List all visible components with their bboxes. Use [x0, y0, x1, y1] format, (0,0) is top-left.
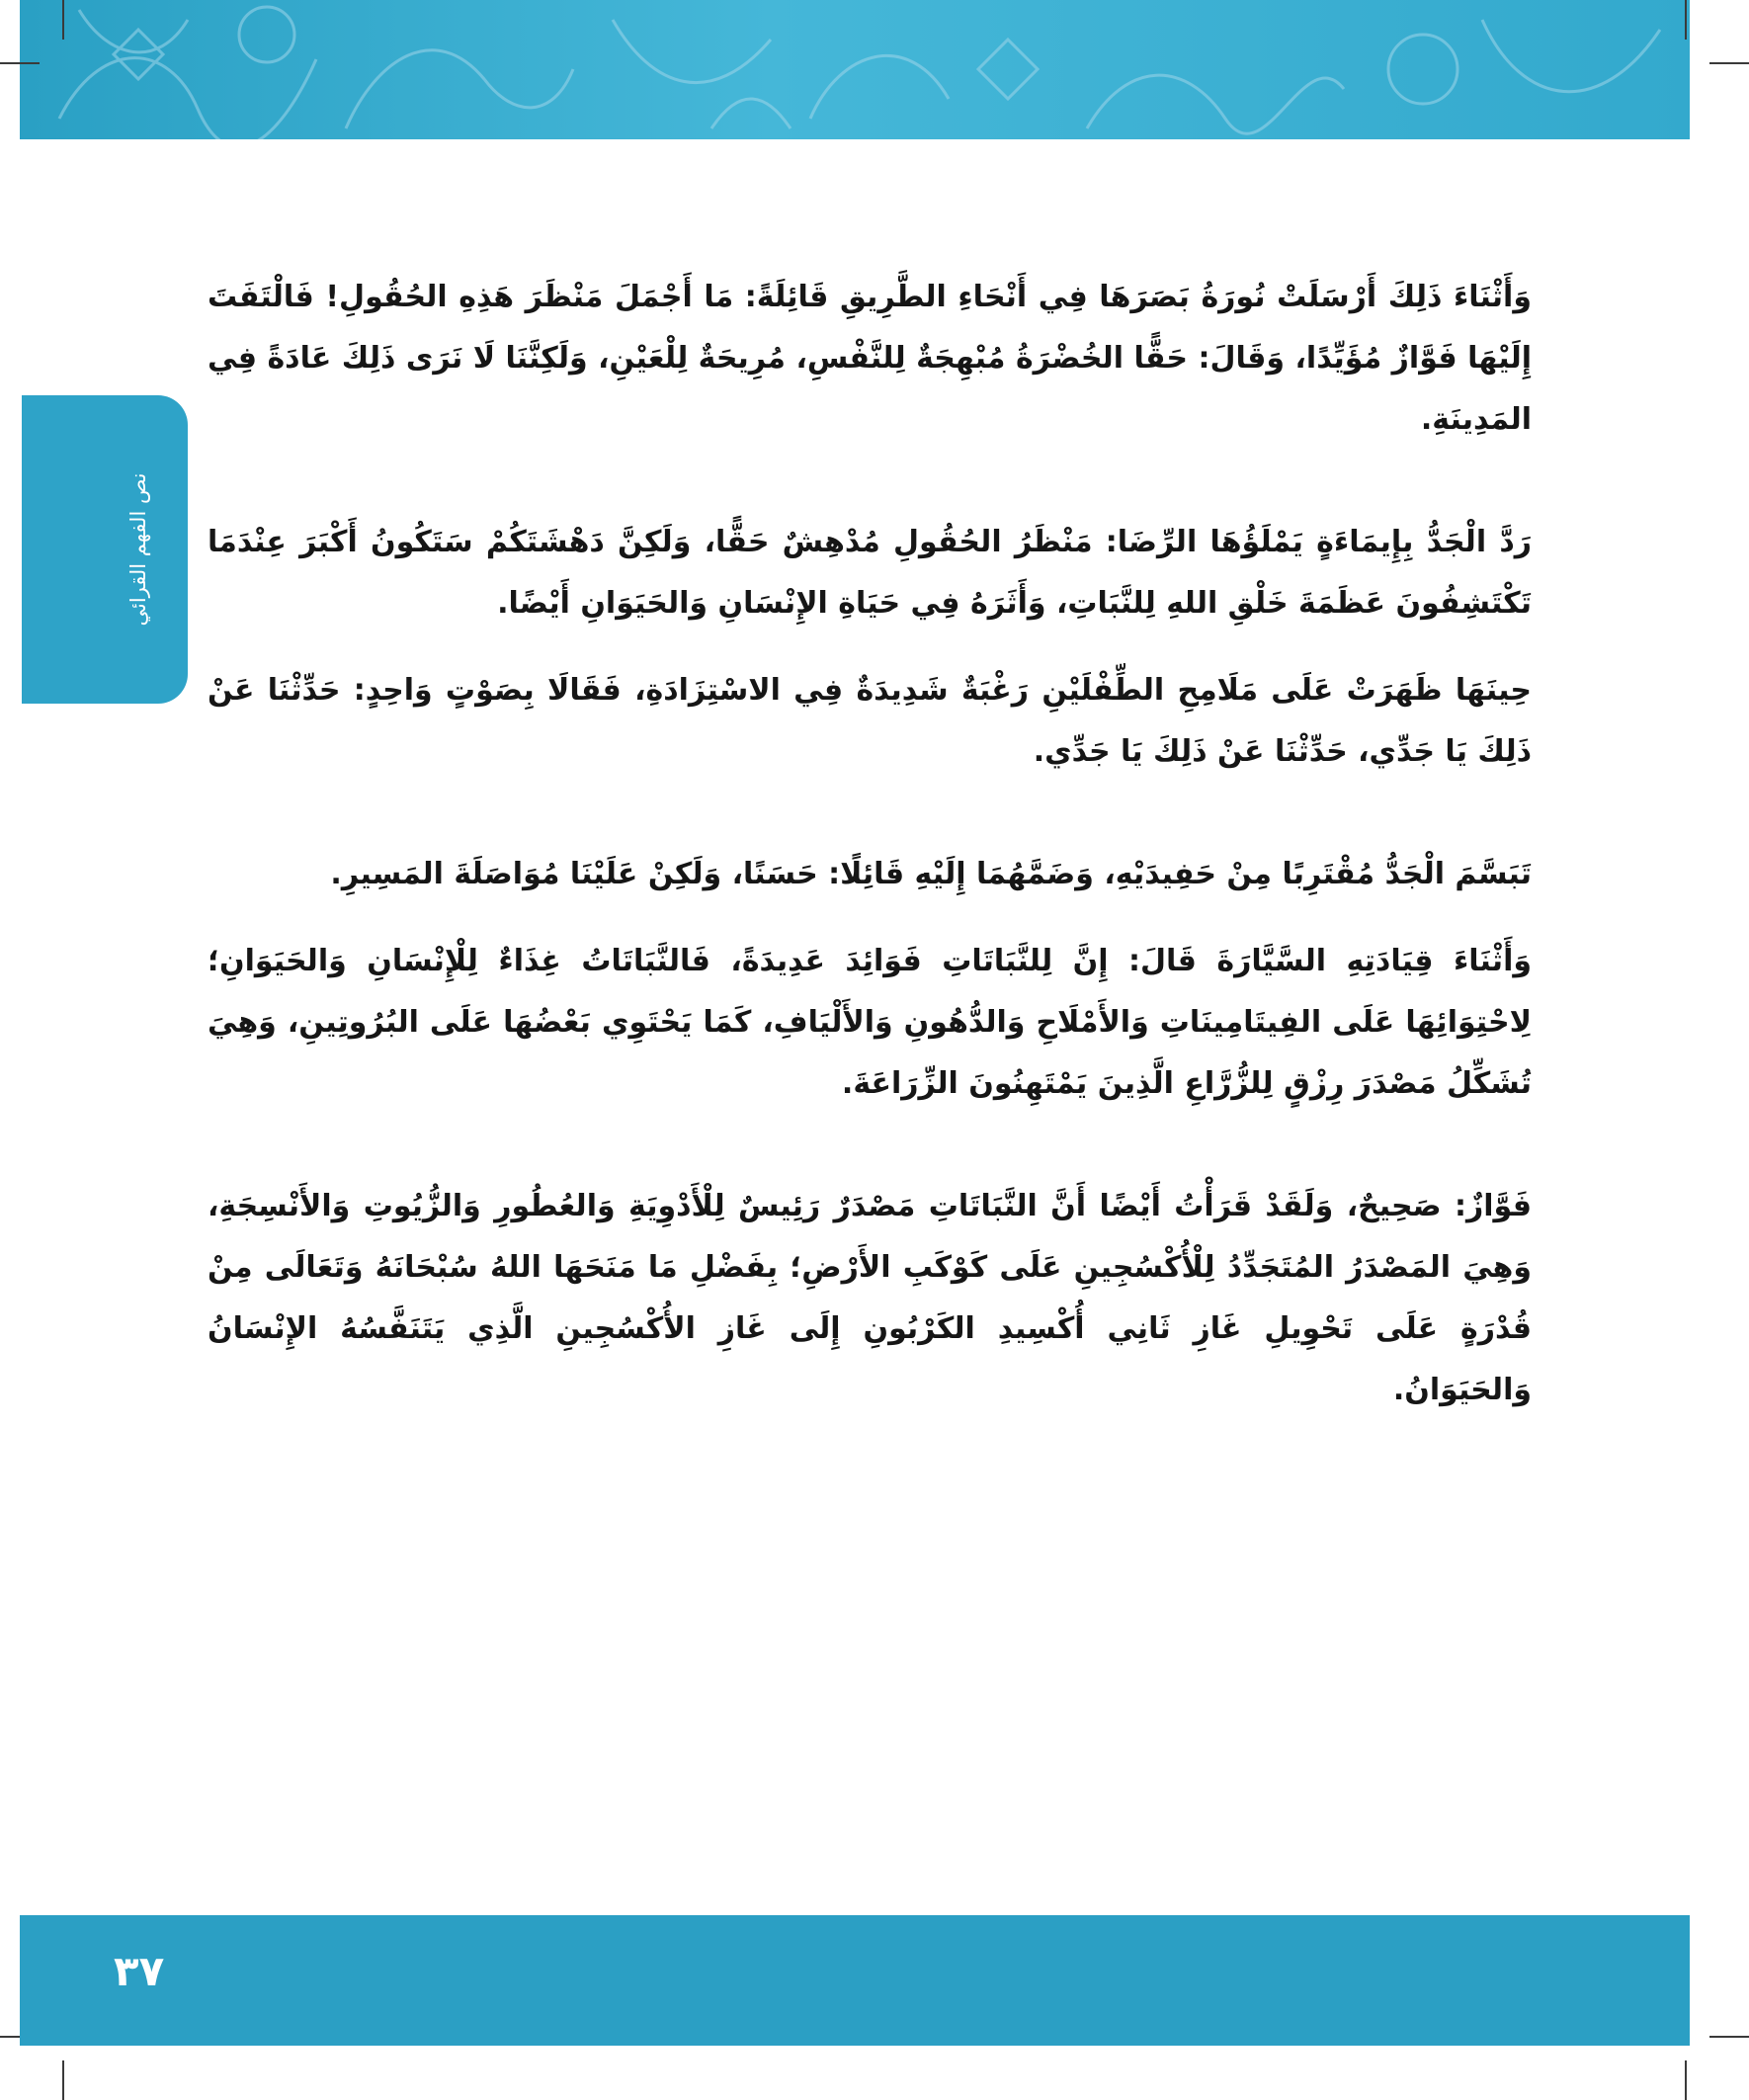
section-tab	[22, 395, 188, 704]
crop-mark	[0, 62, 40, 64]
crop-mark	[62, 2060, 64, 2100]
crop-mark	[1709, 2036, 1749, 2038]
crop-mark	[1685, 2060, 1687, 2100]
crop-mark	[1685, 0, 1687, 40]
page-number: ٣٧	[114, 1947, 165, 1995]
paragraph: تَبَسَّمَ الْجَدُّ مُقْتَرِبًا مِنْ حَفِيدَيْهِ، وَضَمَّهُمَا إِلَيْهِ قَائِلًا: حَسَنًا، وَلَكِنْ عَلَيْنَا مُوَاصَلَةَ المَسِيرِ.	[330, 857, 1532, 891]
paragraph: حِينَهَا ظَهَرَتْ عَلَى مَلَامِحِ الطِّفْلَيْنِ رَغْبَةٌ شَدِيدَةٌ فِي الاسْتِزَادَةِ، فَقَالَا بِصَوْتٍ وَاحِدٍ: حَدِّثْنَا عَنْ ذَلِكَ يَا جَدِّي، حَدِّثْنَا عَنْ ذَلِكَ يَا جَدِّي.	[208, 673, 1532, 769]
paragraph: وَأَثْنَاءَ ذَلِكَ أَرْسَلَتْ نُورَةُ بَصَرَهَا فِي أَنْحَاءِ الطَّرِيقِ قَائِلَةً: مَا أَجْمَلَ مَنْظَرَ هَذِهِ الحُقُولِ! فَالْتَفَتَ إِلَيْهَا فَوَّازٌ مُؤَيِّدًا، وَقَالَ: حَقًّا الخُضْرَةُ مُبْهِجَةٌ لِلنَّفْسِ، مُرِيحَةٌ لِلْعَيْنِ، وَلَكِنَّنَا لَا نَرَى ذَلِكَ عَادَةً فِي المَدِينَةِ.	[208, 280, 1532, 437]
calligraphy-pattern	[20, 0, 1690, 139]
header-banner	[20, 0, 1690, 139]
crop-mark	[1709, 62, 1749, 64]
paragraph: رَدَّ الْجَدُّ بِإِيمَاءَةٍ يَمْلَؤُهَا الرِّضَا: مَنْظَرُ الحُقُولِ مُدْهِشٌ حَقًّا، وَلَكِنَّ دَهْشَتَكُمْ سَتَكُونُ أَكْبَرَ عِنْدَمَا تَكْتَشِفُونَ عَظَمَةَ خَلْقِ اللهِ لِلنَّبَاتِ، وَأَثَرَهُ فِي حَيَاةِ الإِنْسَانِ وَالحَيَوَانِ أَيْضًا.	[208, 525, 1532, 621]
paragraph: فَوَّازٌ: صَحِيحٌ، وَلَقَدْ قَرَأْتُ أَيْضًا أَنَّ النَّبَاتَاتِ مَصْدَرٌ رَئِيسٌ لِلْأَدْوِيَةِ وَالعُطُورِ وَالزُّيُوتِ وَالأَنْسِجَةِ، وَهِيَ المَصْدَرُ المُتَجَدِّدُ لِلْأُكْسُجِينِ عَلَى كَوْكَبِ الأَرْضِ؛ بِفَضْلِ مَا مَنَحَهَا اللهُ سُبْحَانَهُ وَتَعَالَى مِنْ قُدْرَةٍ عَلَى تَحْوِيلِ غَازِ ثَانِي أُكْسِيدِ الكَرْبُونِ إِلَى غَازِ الأُكْسُجِينِ الَّذِي يَتَنَفَّسُهُ الإِنْسَانُ وَالحَيَوَانُ.	[208, 1189, 1532, 1407]
reading-text	[208, 267, 1532, 1421]
section-tab-label: نص الفهم القرائي	[126, 472, 150, 627]
paragraph: وَأَثْنَاءَ قِيَادَتِهِ السَّيَّارَةَ قَالَ: إِنَّ لِلنَّبَاتَاتِ فَوَائِدَ عَدِيدَةً، فَالنَّبَاتَاتُ غِذَاءٌ لِلْإِنْسَانِ وَالحَيَوَانِ؛ لِاحْتِوَائِهَا عَلَى الفِيتَامِينَاتِ وَالأَمْلَاحِ وَالدُّهُونِ وَالأَلْيَافِ، كَمَا يَحْتَوِي بَعْضُهَا عَلَى البُرُوتِينِ، وَهِيَ تُشَكِّلُ مَصْدَرَ رِزْقٍ لِلزُّرَّاعِ الَّذِينَ يَمْتَهِنُونَ الزِّرَاعَةَ.	[208, 944, 1532, 1101]
crop-mark	[62, 0, 64, 40]
footer-band	[20, 1915, 1690, 2046]
